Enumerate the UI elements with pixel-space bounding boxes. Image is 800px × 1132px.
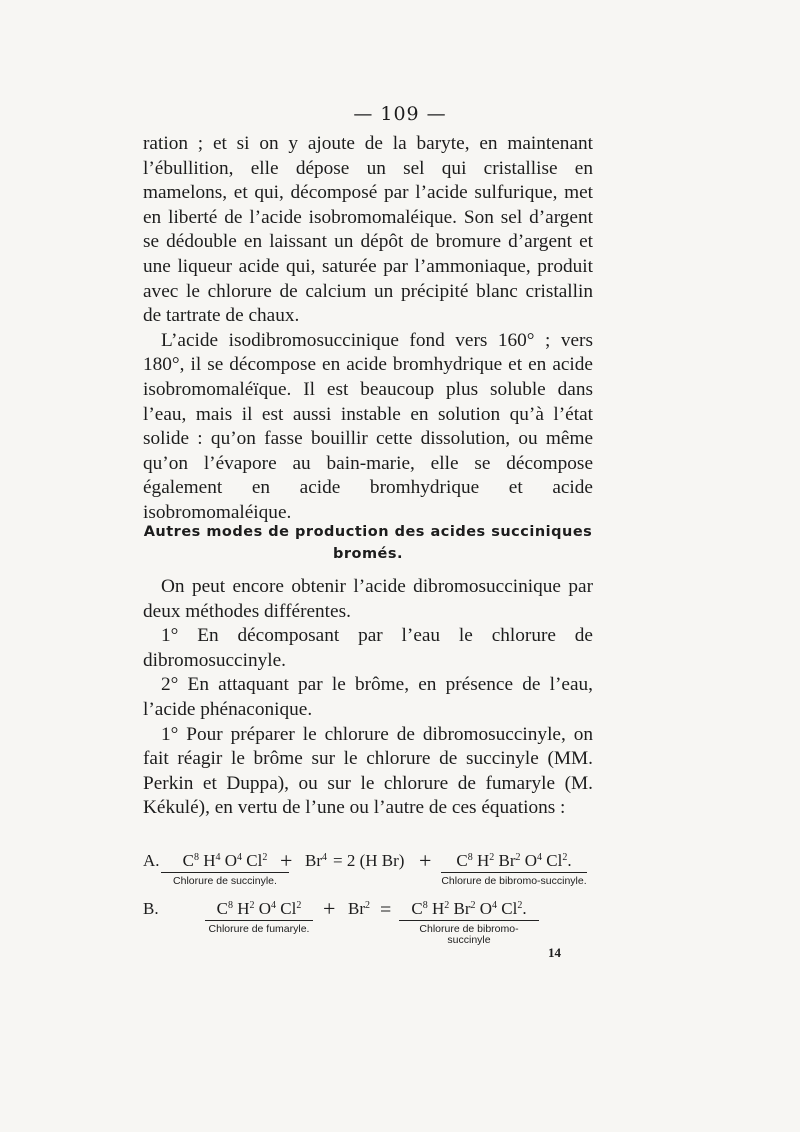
reagent-subscript: 2 [365,900,370,911]
equation-product [441,851,587,887]
paragraph: ration ; et si on y ajoute de la baryte, en maintenant l’ébullition, elle dépose un sel qui cristallise en mamelons, et qui, décomposé par l’acide sulfurique, met en liberté de l’acide isobromomaléique. Son sel d’argent se dédouble en laissant un dépôt de bromure d’argent et une liqueur acide qui, saturée par l’ammoniaque, produit avec le chlorure de calcium un précipité blanc cristallin de tartrate de chaux. [143,133,593,327]
equation-label: A. [143,851,160,870]
equals-sign: = [380,899,392,921]
reagent-subscript: 4 [322,852,327,863]
chemical-formula: $C^8$ $H^2$ $O^4$ Cl$^2$ [205,899,313,921]
chemical-formula: $C^8$ $H^2$ Br$^2$ $O^4$ Cl$^2$. [441,851,587,873]
formula-caption: Chlorure de bibromo-succinyle. [441,875,587,887]
chemical-formula: $C^8$ $H^4$ $O^4$ Cl$^2$ [161,851,289,873]
body-text-top [143,132,593,526]
reagent [305,851,327,871]
signature-mark: 14 [548,945,561,960]
plus-sign: + [280,848,293,873]
chemical-formula: $C^8$ $H^2$ Br$^2$ $O^4$ Cl$^2$. [399,899,539,921]
page-number: — 109 — [353,103,447,125]
reagent-symbol: Br [305,851,322,870]
formula-caption: Chlorure de bibromo-succinyle [419,923,519,946]
equation-middle: = 2 (H Br) [333,851,405,870]
formula-caption: Chlorure de succinyle. [173,875,277,887]
equation-reactant [205,899,313,935]
reagent [348,899,370,919]
paragraph: 1° En décomposant par l’eau le chlorure de dibromosuccinyle. [143,625,593,671]
equation-product [399,899,539,946]
paragraph: 2° En attaquant par le brôme, en présence de l’eau, l’acide phénaconique. [143,674,593,720]
plus-sign: + [419,848,432,873]
reagent-symbol: Br [348,899,365,918]
paragraph: On peut encore obtenir l’acide dibromosuccinique par deux méthodes différentes. [143,576,593,622]
section-heading: Autres modes de production des acides succiniques bromés. [143,524,593,562]
equation-label: B. [143,899,159,918]
equation-reactant [161,851,289,887]
plus-sign: + [323,896,336,921]
formula-caption: Chlorure de fumaryle. [208,923,310,935]
equation-a [143,848,593,891]
equation-b [143,896,593,946]
paragraph: 1° Pour préparer le chlorure de dibromosuccinyle, on fait réagir le brôme sur le chlorure de succinyle (MM. Perkin et Duppa), ou sur le chlorure de fumaryle (M. Kékulé), en vertu de l’une ou l’autre de ces équations : [143,723,593,819]
body-text-bottom [143,575,593,821]
paragraph: L’acide isodibromosuccinique fond vers 160° ; vers 180°, il se décompose en acide bromhydrique et en acide isobromomaléïque. Il est beaucoup plus soluble dans l’eau, mais il est aussi instable en solution qu’à l’état solide : qu’on fasse bouillir cette dissolution, ou même qu’on l’évapore au bain-marie, elle se décompose également en acide bromhydrique et acide isobromomaléique. [143,329,593,523]
